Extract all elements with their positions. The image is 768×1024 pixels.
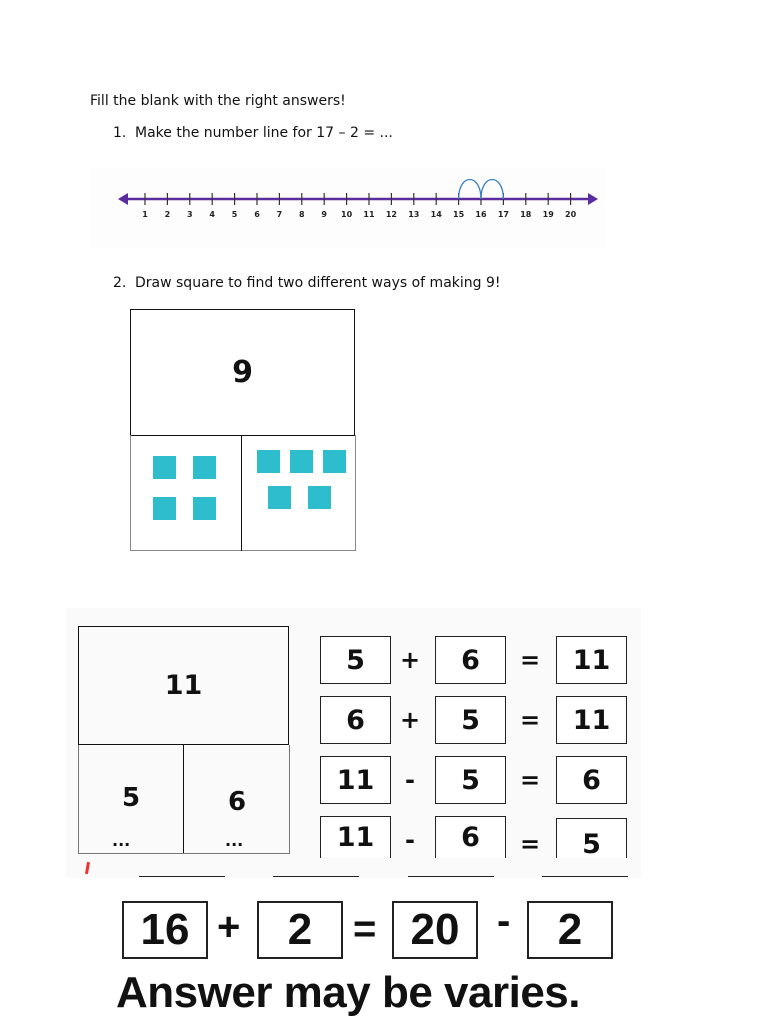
fact-2-eq: = (520, 706, 541, 734)
fact-4-a: 11 (320, 816, 391, 858)
fact-4-op: - (405, 826, 415, 854)
final-c: 20 (392, 901, 478, 959)
bond-9-divider (241, 435, 242, 551)
square-right-4 (268, 486, 291, 509)
fact-1-op: + (400, 646, 421, 674)
square-left-1 (153, 456, 176, 479)
square-left-2 (193, 456, 216, 479)
left-arrow-icon (118, 193, 128, 205)
fact-3-c: 6 (556, 756, 627, 804)
square-left-3 (153, 497, 176, 520)
fact-3-b: 5 (435, 756, 506, 804)
cut-box-edge-4 (542, 876, 628, 879)
tick-label-20: 20 (565, 210, 577, 219)
tick-label-11: 11 (363, 210, 375, 219)
instruction-text: Fill the blank with the right answers! (90, 93, 346, 109)
final-op2: - (497, 899, 511, 943)
question-1-text: Make the number line for 17 – 2 = ... (135, 125, 393, 141)
fact-1-b: 6 (435, 636, 506, 684)
tick-label-7: 7 (276, 210, 283, 219)
final-eq: = (353, 907, 377, 951)
fact-1-c: 11 (556, 636, 627, 684)
jump-arc-16 (459, 180, 481, 200)
fact-4-eq: = (520, 830, 541, 858)
tick-label-6: 6 (254, 210, 260, 219)
question-2 (113, 275, 501, 291)
bond-9-parts (130, 435, 356, 551)
final-d: 2 (527, 901, 613, 959)
square-left-4 (193, 497, 216, 520)
fact-3-op: - (405, 766, 415, 794)
question-1-number: 1. (113, 125, 127, 141)
final-op1: + (217, 905, 241, 949)
fact-2-op: + (400, 706, 421, 734)
question-1 (113, 125, 393, 141)
tick-label-13: 13 (408, 210, 420, 219)
bond-11-left-part: 5 (122, 783, 141, 813)
square-right-2 (290, 450, 313, 473)
answer-note: Answer may be varies. (116, 968, 580, 1017)
fact-1-a: 5 (320, 636, 391, 684)
tick-label-4: 4 (209, 210, 215, 219)
number-line-image (90, 168, 605, 248)
square-right-5 (308, 486, 331, 509)
final-a: 16 (122, 901, 208, 959)
cut-box-edge-3 (408, 876, 494, 879)
bond-11-left-dots: ... (112, 831, 131, 850)
right-arrow-icon (588, 193, 598, 205)
fact-4-b: 6 (435, 816, 506, 858)
bond-11-right-part: 6 (228, 787, 247, 817)
fact-4-c: 5 (556, 818, 627, 858)
number-line (90, 168, 605, 248)
tick-label-12: 12 (385, 210, 397, 219)
question-2-text: Draw square to find two different ways of making 9! (135, 275, 501, 291)
tick-label-18: 18 (520, 210, 532, 219)
tick-label-2: 2 (164, 210, 171, 219)
fact-2-b: 5 (435, 696, 506, 744)
fact-2-c: 11 (556, 696, 627, 744)
final-b: 2 (257, 901, 343, 959)
jump-arc-17 (481, 180, 503, 200)
fact-3-eq: = (520, 766, 541, 794)
bond-9-whole: 9 (130, 309, 355, 436)
fact-1-eq: = (520, 646, 541, 674)
tick-label-10: 10 (341, 210, 353, 219)
cut-box-edge-1 (139, 876, 225, 879)
fact-2-a: 6 (320, 696, 391, 744)
bond-11-right-dots: ... (225, 831, 244, 850)
tick-label-17: 17 (497, 210, 509, 219)
tick-label-5: 5 (231, 210, 238, 219)
tick-label-15: 15 (453, 210, 465, 219)
tick-label-3: 3 (187, 210, 193, 219)
question-2-number: 2. (113, 275, 127, 291)
bond-11-parts (78, 745, 290, 854)
tick-label-16: 16 (475, 210, 487, 219)
bond-11-divider (183, 745, 184, 853)
square-right-3 (323, 450, 346, 473)
tick-label-9: 9 (321, 210, 327, 219)
tick-label-14: 14 (430, 210, 442, 219)
square-right-1 (257, 450, 280, 473)
bond-11-whole: 11 (78, 626, 289, 745)
tick-label-8: 8 (299, 210, 305, 219)
tick-label-19: 19 (542, 210, 554, 219)
tick-label-1: 1 (142, 210, 148, 219)
fact-3-a: 11 (320, 756, 391, 804)
cut-box-edge-2 (273, 876, 359, 879)
